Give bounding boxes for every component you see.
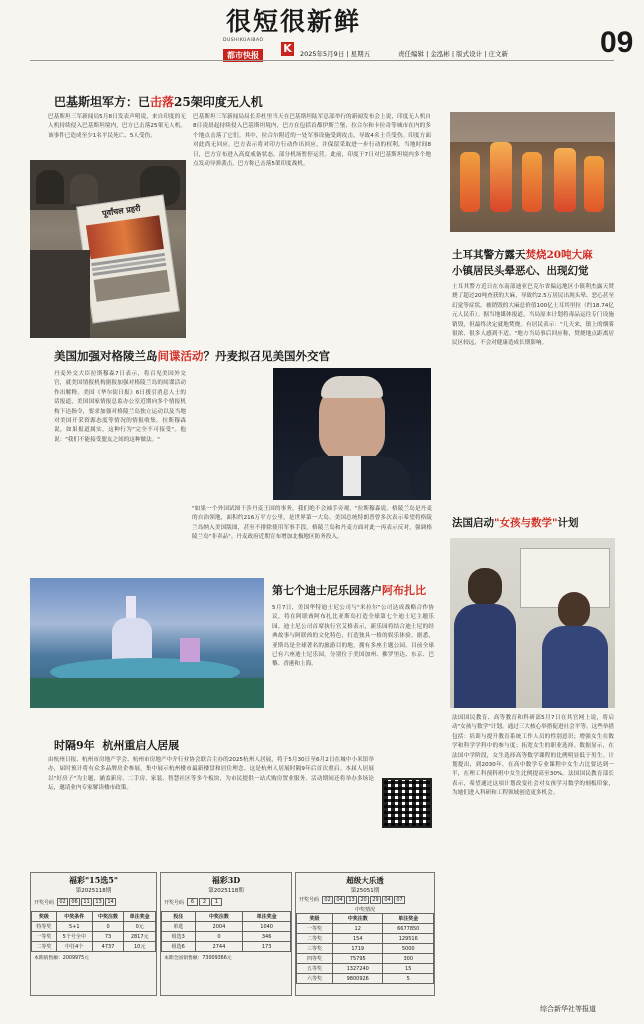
- lottery-superlotto-section-label: 中奖情况: [354, 907, 375, 913]
- brand-pinyin: DUSHIKUAIBAO: [223, 38, 264, 43]
- table-header-row: [297, 914, 434, 924]
- lottery-15x5-table: [31, 911, 156, 952]
- table-cell: 346: [243, 932, 291, 942]
- lottery-number: 13: [346, 896, 357, 904]
- table-cell: 五等奖: [297, 964, 333, 974]
- photo-newspaper-masthead: पूर्वांचल प्रहरी: [101, 203, 141, 219]
- table-cell: 5: [383, 974, 434, 984]
- table-header-cell: 中奖注数: [92, 912, 124, 922]
- lottery-15x5-numbers: [57, 898, 117, 906]
- table-row: [32, 942, 156, 952]
- photo-burning-field: [450, 112, 615, 232]
- table-header-cell: 单注奖金: [383, 914, 434, 924]
- table-header-cell: 中奖注数: [332, 914, 383, 924]
- girls-math-body: 法国国民教育、高等教育和科研部5月7日在其官网上说，将启动"女孩与数学"计划，通过三大核心举措促进社会平等。这些举措包括：培训与提升教育系统工作人员的性别意识；增强女生在数学和科学学科中的参与度；拓宽女生的职业选择。数据显示，在法国中学阶段，女生选择高等数学课程的比例明显低于男生。计划提出，到2030年，在高中数学专业课程中女生占比要达到一半，在理工科预科班中女生比例提高至30%。法国国民教育部长表示，希望通过这项计划改变社会对女孩学习数学的刻板印象，为她们进入科研和工程领域创造更多机会。: [452, 715, 614, 797]
- lottery-number: 13: [93, 898, 104, 906]
- table-cell: 二等奖: [297, 934, 333, 944]
- lottery-3d-note: 本期全国销售额：73009366元: [164, 956, 232, 961]
- table-row: [162, 942, 291, 952]
- lottery-3d-draw-label: 开奖号码: [164, 899, 185, 906]
- table-cell: 0元: [124, 922, 156, 932]
- greenland-col2: "如果一个外国试图干涉丹麦王国的事务，我们绝不会袖手旁观。"拉斯穆森说。格陵兰岛是丹麦的自治领地，面积约216万平方公里，是世界第一大岛。美国总统特朗普曾多次表示希望将格陵兰岛纳入美国版图，甚至不排除使用军事手段。格陵兰岛和丹麦方面对此一再表示反对，强调格陵兰岛"非卖品"。丹麦政府近期宣布增加北极地区防务投入。: [192, 506, 432, 541]
- table-header-row: [162, 912, 291, 922]
- table-cell: 组选3: [162, 932, 196, 942]
- disney-body: 5月7日，美国华特迪士尼公司与"米拉尔"公司达成战略合作协议，将在阿联酋阿布扎比亚斯岛打造全球第七个迪士尼主题乐园。迪士尼公司首席执行官艾格表示，新乐园将结合迪士尼的经典故事与阿联酋的文化特色，打造独具一格的娱乐体验。据悉，亚斯岛是全球著名的旅游目的地，拥有多座主题公园。目前全球已有六座迪士尼乐园，分别位于美国加州、佛罗里达、东京、巴黎、香港和上海。: [272, 605, 434, 668]
- lottery-number: 2: [199, 898, 210, 906]
- table-cell: 0: [92, 922, 124, 932]
- table-cell: 0: [195, 932, 243, 942]
- lottery-number: 06: [69, 898, 80, 906]
- greenland-col1: 丹麦外交大臣拉斯穆森7日表示，将召见美国外交官，就美国情报机构据报加强对格陵兰岛的间谍活动作出解释。美国《华尔街日报》6日援引消息人士的话报道，美国国家情报总监办公室近期向多个情报机构下达指令，要求加强对格陵兰岛独立运动以及当地对美国开采资源态度等情况的情报收集。拉斯穆森说，如果报道属实，这种行为"完全不可接受"。他说："我们不能接受盟友之间的这种做法。": [54, 371, 186, 443]
- table-row: [297, 964, 434, 974]
- table-cell: 10元: [124, 942, 156, 952]
- table-cell: 15: [383, 964, 434, 974]
- table-header-cell: 奖级: [297, 914, 333, 924]
- table-cell: 1719: [332, 944, 383, 954]
- table-row: [297, 924, 434, 934]
- headline-pakistan: 巴基斯坦军方：已击落25架印度无人机: [54, 95, 263, 109]
- lottery-15x5-note: 本期销售额：2009975元: [34, 956, 89, 961]
- pakistan-col1: 巴基斯坦三军新闻局5月8日发表声明说，来自印度的无人机持续侵入巴基斯坦境内，巴方已击落25架无人机。该事件已造成至少1名平民死亡、5人受伤。: [48, 114, 186, 139]
- table-header-cell: 奖级: [32, 912, 57, 922]
- lottery-number: 07: [394, 896, 405, 904]
- table-cell: 组选6: [162, 942, 196, 952]
- table-cell: 1327240: [332, 964, 383, 974]
- lottery-superlotto: [295, 872, 435, 996]
- table-row: [297, 974, 434, 984]
- lottery-number: 6: [187, 898, 198, 906]
- hangzhou-body: 由杭州日报、杭州市房地产学会、杭州市房地产中介行业协会联合主办的2025杭州人居展，将于5月30日至6月2日在城中小米馆举办，届时预计将有众多品牌房企参展，集中展示杭州楼市最新楼盘和居住理念。这是杭州人居展时隔9年后首次重启。本届人居展以"好房子"为主题，涵盖新房、二手房、家装、智慧社区等多个板块，为市民提供一站式购房置业服务。活动期间还将举办多场论坛，邀请业内专家解读楼市政策。: [48, 757, 374, 792]
- page-number: 09: [600, 26, 634, 59]
- table-cell: 一等奖: [32, 932, 57, 942]
- lottery-15x5: [30, 872, 157, 996]
- lottery-number: 11: [81, 898, 92, 906]
- photo-danish-minister: [273, 368, 431, 500]
- table-cell: 特等奖: [32, 922, 57, 932]
- headline-hangzhou: 时隔9年 杭州重启人居展: [54, 739, 180, 752]
- date-line: 2025年5月9日 | 星期五: [300, 50, 371, 58]
- table-row: [32, 932, 156, 942]
- table-header-cell: 中奖注数: [195, 912, 243, 922]
- lottery-superlotto-issue: 第25051期: [350, 888, 380, 894]
- lottery-3d-table: [161, 911, 291, 952]
- lottery-15x5-issue: 第2025118期: [75, 888, 112, 894]
- headline-greenland: 美国加强对格陵兰岛间谍活动？丹麦拟召见美国外交官: [54, 349, 330, 363]
- lottery-number: 02: [322, 896, 333, 904]
- table-row: [162, 932, 291, 942]
- brand-k-icon: K: [281, 42, 294, 56]
- table-cell: 75795: [332, 954, 383, 964]
- table-header-cell: 单注奖金: [243, 912, 291, 922]
- table-cell: 300: [383, 954, 434, 964]
- table-cell: 129516: [383, 934, 434, 944]
- headline-disney: 第七个迪士尼乐园落户阿布扎比: [272, 584, 426, 597]
- lottery-15x5-draw-label: 开奖号码: [34, 899, 55, 906]
- lottery-superlotto-title: 超级大乐透: [346, 876, 384, 885]
- photo-newspaper-readers: [30, 160, 186, 338]
- table-cell: 一等奖: [297, 924, 333, 934]
- table-cell: 单选: [162, 922, 196, 932]
- table-cell: 2744: [195, 942, 243, 952]
- table-cell: 173: [243, 942, 291, 952]
- table-cell: 73: [92, 932, 124, 942]
- lottery-superlotto-table: [296, 913, 434, 984]
- table-header-cell: 单注奖金: [124, 912, 156, 922]
- table-cell: 5个号全中: [56, 932, 92, 942]
- lottery-15x5-title: 福彩"15选5": [68, 875, 119, 885]
- brand-cn: 都市快报: [223, 49, 263, 62]
- table-cell: 六等奖: [297, 974, 333, 984]
- subheadline-turkey: 小镇居民头晕恶心、出现幻觉: [452, 265, 589, 277]
- table-cell: 5000: [383, 944, 434, 954]
- table-cell: 2817元: [124, 932, 156, 942]
- photo-disney-rendering: [30, 578, 264, 708]
- brand-logo: [223, 38, 295, 58]
- table-cell: 5+1: [56, 922, 92, 932]
- lottery-3d-issue: 第2025118期: [208, 888, 244, 894]
- table-cell: 12: [332, 924, 383, 934]
- table-header-row: [32, 912, 156, 922]
- lottery-number: 14: [105, 898, 116, 906]
- table-cell: 1040: [243, 922, 291, 932]
- table-cell: 4737: [92, 942, 124, 952]
- lottery-superlotto-numbers: [322, 896, 406, 904]
- table-cell: 中任4个: [56, 942, 92, 952]
- headline-girls-math: 法国启动"女孩与数学"计划: [452, 517, 579, 529]
- table-cell: 154: [332, 934, 383, 944]
- lottery-3d-numbers: [187, 898, 223, 906]
- table-row: [297, 934, 434, 944]
- table-cell: 二等奖: [32, 942, 57, 952]
- lottery-number: 29: [370, 896, 381, 904]
- lottery-number: 20: [358, 896, 369, 904]
- lottery-number: 1: [211, 898, 222, 906]
- pakistan-col2: 巴基斯坦三军新闻局局长乔杜里当天在巴基斯坦陆军总部举行的新闻发布会上说，印度无人机自8日凌晨起持续侵入巴基斯坦境内，巴方在包括首都伊斯兰堡、拉合尔和卡拉奇等城市在内的多个地点击落了它们。其中，拉合尔附近的一处军事设施受到攻击，导致4名士兵受伤。印度方面对此尚无回应。巴方表示将对印方行动作出回应，并保留采取进一步行动的权利。当地时间8日，巴方宣布进入高度戒备状态，部分机场暂停运营。此前，印度于7日对巴基斯坦境内多个地点发动导弹袭击，巴方称已击落5架印度战机。: [193, 114, 431, 168]
- photo-girls-classroom: [450, 538, 615, 708]
- qr-code-icon[interactable]: [382, 778, 432, 828]
- turkey-body: 土耳其警方近日在东南部迪亚巴克尔省偏远地区小镇利杰露天焚烧了超过20吨查获的大麻，导致约2.5万居民出现头晕、恶心甚至幻觉等症状。被销毁的大麻总价值100亿土耳其里拉（约18.74亿元人民币）。据当地媒体报道，当局原本计划将毒品运往专门设施销毁，但最终决定就地焚烧。有居民表示："几天来，镇上的烟雾很浓，很多人感到不适。"地方当局事后回应称，焚烧地点距离居民区较远，不会对健康造成长期影响。: [452, 284, 614, 347]
- masthead-rule: [30, 60, 614, 61]
- lottery-number: 04: [334, 896, 345, 904]
- table-row: [297, 954, 434, 964]
- table-row: [32, 922, 156, 932]
- table-header-cell: 中奖条件: [56, 912, 92, 922]
- table-row: [297, 944, 434, 954]
- table-row: [162, 922, 291, 932]
- headline-turkey: 土耳其警方露天焚烧20吨大麻: [452, 249, 593, 261]
- table-cell: 9800926: [332, 974, 383, 984]
- lottery-superlotto-draw-label: 开奖号码: [299, 897, 320, 903]
- table-cell: 三等奖: [297, 944, 333, 954]
- lottery-number: 04: [382, 896, 393, 904]
- lottery-number: 02: [57, 898, 68, 906]
- lottery-3d: [160, 872, 292, 996]
- footer-credit: 综合新华社等报道: [540, 1005, 596, 1013]
- table-cell: 四等奖: [297, 954, 333, 964]
- section-title: 很短很新鲜: [226, 7, 362, 36]
- lottery-3d-title: 福彩3D: [211, 875, 241, 885]
- editor-line: 责任编辑 | 金泓彬 | 版式设计 | 庄文新: [398, 50, 508, 58]
- table-cell: 6677850: [383, 924, 434, 934]
- table-cell: 2004: [195, 922, 243, 932]
- table-header-cell: 投注: [162, 912, 196, 922]
